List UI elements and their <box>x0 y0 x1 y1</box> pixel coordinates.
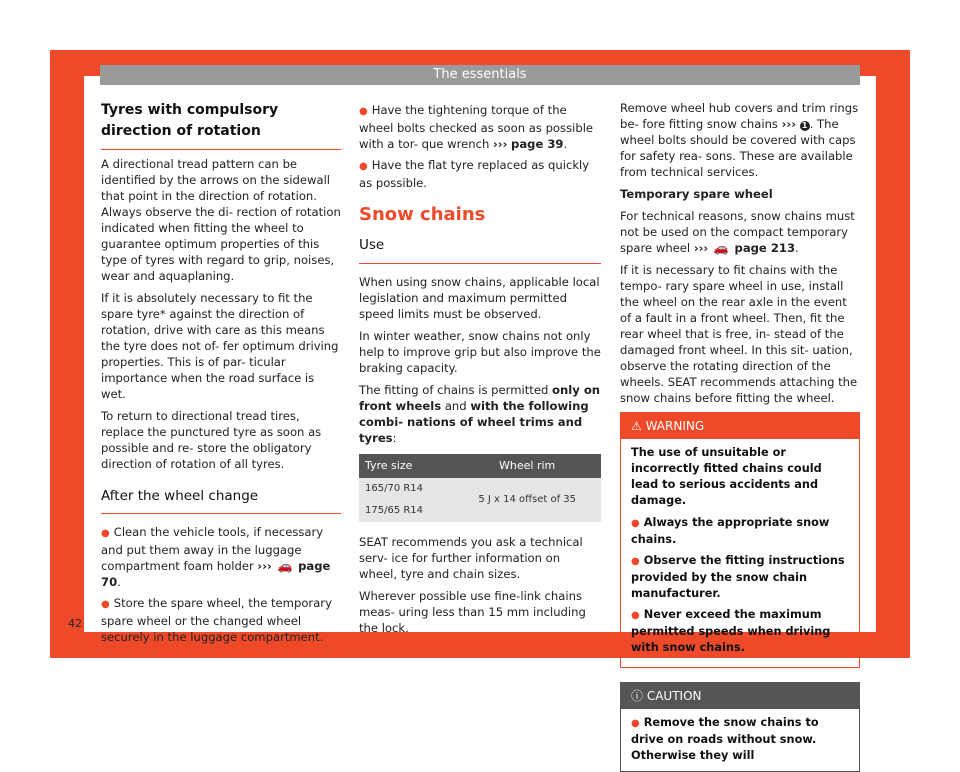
bullet-icon: ● <box>101 528 110 539</box>
section-header: The essentials <box>100 65 860 85</box>
page-link[interactable]: page 39 <box>511 137 564 151</box>
table-row <box>359 478 601 500</box>
paragraph: The fitting of chains is permitted only on front wheels and with the following combi- nations of wheel trims and tyres: <box>359 383 601 445</box>
paragraph: When using snow chains, applicable local legislation and maximum permitted speed limits must be observed. <box>359 275 600 321</box>
column-2 <box>359 102 601 642</box>
note-number-icon: 1 <box>800 121 810 131</box>
page-number: 42 <box>68 617 82 630</box>
list-item: ● Have the tightening torque of the wheel bolts checked as soon as possible with a tor- que wrench ››› page 39. <box>359 103 594 151</box>
car-icon: 🚗 <box>713 241 729 255</box>
bullet-icon: ● <box>101 599 110 610</box>
table-cell: 165/70 R14 <box>359 478 453 500</box>
bullet-icon: ● <box>631 718 640 729</box>
car-icon: 🚗 <box>277 559 293 573</box>
list-item: ● Clean the vehicle tools, if necessary and put them away in the luggage compartment foam holder ››› 🚗 page 70. <box>101 525 331 589</box>
warning-header: ⚠ WARNING <box>621 413 859 439</box>
paragraph: To return to directional tread tires, replace the punctured tyre as soon as possible and re- store the obligatory direction of rotation of all tyres. <box>101 409 322 471</box>
paragraph: For technical reasons, snow chains must not be used on the compact temporary spare wheel ››› 🚗 page 213. <box>620 209 855 255</box>
list-item: ● Never exceed the maximum permitted speeds when driving with snow chains. <box>631 608 831 654</box>
warning-body <box>621 439 859 667</box>
heading-use: Use <box>359 229 601 264</box>
info-icon: ⓘ <box>631 689 644 703</box>
list-item: ● Remove the snow chains to drive on roads without snow. Otherwise they will <box>631 716 819 762</box>
table-header-tyre-size: Tyre size <box>359 454 453 478</box>
tyre-size-table <box>359 454 601 522</box>
page-link[interactable]: page 213 <box>734 241 796 255</box>
paragraph: In winter weather, snow chains not only help to improve grip but also improve the braking capacity. <box>359 329 601 375</box>
subheading-temporary-spare: Temporary spare wheel <box>620 187 773 201</box>
arrow-icon: ››› <box>257 559 272 573</box>
arrow-icon: ››› <box>493 137 508 151</box>
caution-box <box>620 682 860 772</box>
list-item: ● Always the appropriate snow chains. <box>631 516 830 546</box>
warning-icon: ⚠ <box>631 419 642 433</box>
heading-after-wheel-change: After the wheel change <box>101 480 341 514</box>
paragraph: If it is necessary to fit chains with the tempo- rary spare wheel in use, install the wheel on the rear axle in the event of a fault in a front wheel. Then, fit the rear wheel that is free, in- stead of the damaged front wheel. In this sit- uation, observe the rotating direction of the wheels. SEAT recommends attaching the snow chains before fitting the wheel. <box>620 263 858 405</box>
column-3 <box>620 100 860 772</box>
caution-header: ⓘ CAUTION <box>621 683 859 709</box>
table-header-wheel-rim: Wheel rim <box>453 454 601 478</box>
caution-body <box>621 709 859 771</box>
heading-snow-chains: Snow chains <box>359 204 486 225</box>
bullet-icon: ● <box>631 518 640 529</box>
heading-tyres-rotation: Tyres with compulsory direction of rotation <box>101 100 341 150</box>
arrow-icon: ››› <box>693 241 709 255</box>
bullet-icon: ● <box>631 610 640 621</box>
column-1 <box>101 100 341 650</box>
bullet-icon: ● <box>631 556 640 567</box>
warning-box <box>620 412 860 668</box>
warning-text: The use of unsuitable or incorrectly fitted chains could lead to serious accidents and damage. <box>631 446 822 507</box>
bullet-icon: ● <box>359 161 368 172</box>
list-item: ● Have the flat tyre replaced as quickly as possible. <box>359 158 590 190</box>
arrow-icon: ››› <box>781 117 796 131</box>
list-item: ● Store the spare wheel, the temporary spare wheel or the changed wheel securely in the luggage compartment. <box>101 596 332 644</box>
page-link[interactable]: page 70 <box>101 559 331 589</box>
paragraph: Remove wheel hub covers and trim rings be- fore fitting snow chains ››› 1 . The wheel bolts should be covered with caps for safety rea- sons. These are available from technical services. <box>620 101 859 179</box>
bullet-icon: ● <box>359 106 368 117</box>
paragraph: SEAT recommends you ask a technical serv- ice for further information on wheel, tyre and chain sizes. <box>359 535 583 581</box>
paragraph: A directional tread pattern can be identified by the arrows on the sidewall that point in the direction of rotation. Always observe the di- rection of rotation indicated when fitting the wheel to guarantee optimum properties of this type of tyres with regard to grip, noises, wear and aquaplaning. <box>101 157 341 283</box>
table-cell: 175/65 R14 <box>359 500 453 522</box>
table-cell: 5 J x 14 offset of 35 <box>453 478 601 522</box>
list-item: ● Observe the fitting instructions provided by the snow chain manufacturer. <box>631 554 845 600</box>
paragraph: Wherever possible use fine-link chains meas- uring less than 15 mm including the lock. <box>359 589 586 635</box>
paragraph: If it is absolutely necessary to fit the spare tyre* against the direction of rotation, drive with care as this means the tyre does not of- fer optimum driving properties. This is of par- ticular importance when the road surface is wet. <box>101 291 339 401</box>
